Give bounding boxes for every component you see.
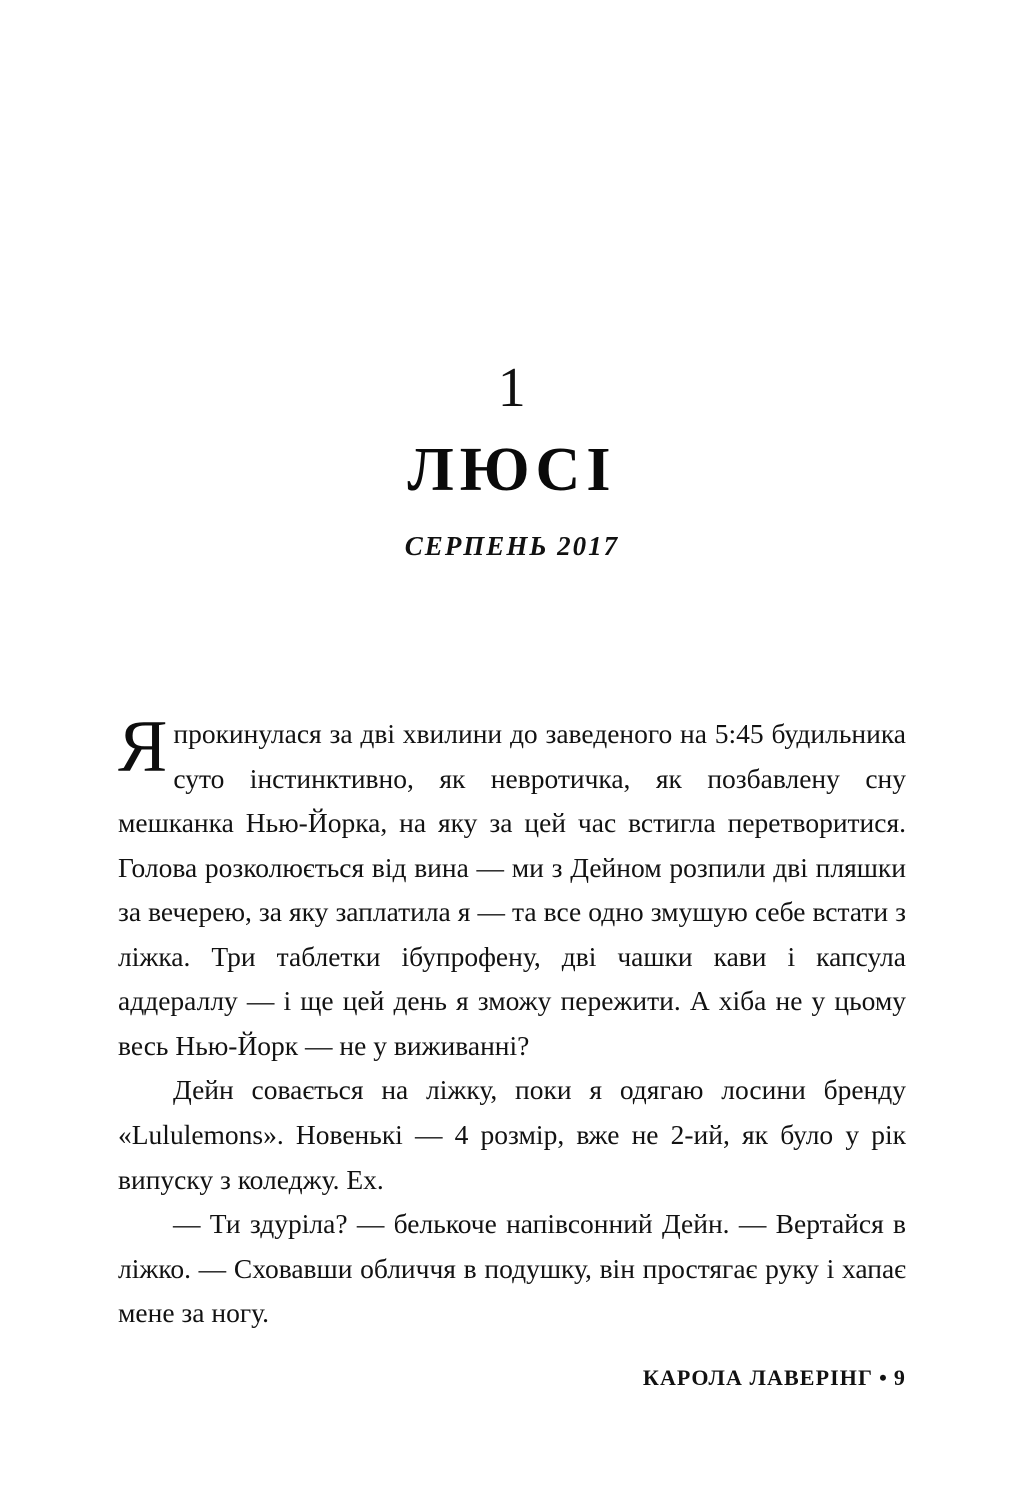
body-text — [118, 706, 906, 1336]
paragraph-1-text: прокинулася за дві хвилини до заведеного на 5:45 будильника суто інстинктивно, як невротичка, як позбавлену сну мешканка Нью-Йорка, на яку за цей час встигла перетворитися. Голова розколюється від вина — ми з Дейном розпили дві пляшки за вечерею, за яку заплатила я — та все одно змушую себе встати з ліжка. Три таблетки ібупрофену, дві чашки кави і капсула аддераллу — і ще цей день я зможу пережити. А хіба не у цьому весь Нью-Йорк — не у виживанні? — [118, 718, 906, 1061]
chapter-number: 1 — [497, 357, 527, 419]
footer-author: КАРОЛА ЛАВЕРІНГ — [642, 1365, 874, 1390]
page-content — [118, 0, 906, 1503]
chapter-title: ЛЮСІ — [407, 436, 617, 504]
chapter-date: СЕРПЕНЬ 2017 — [404, 531, 620, 562]
paragraph-2: Дейн совається на ліжку, поки я одягаю лосини бренду «Lululemons». Новенькі — 4 розмір, вже не 2-ий, як було у рік випуску з коледжу. Ех. — [118, 1074, 906, 1195]
paragraph-1 — [118, 706, 906, 1068]
drop-cap: Я — [118, 706, 168, 789]
paragraph-3: — Ти здуріла? — белькоче напівсонний Дейн. — Вертайся в ліжко. — Сховавши обличчя в подушку, він простягає руку і хапає мене за ногу. — [118, 1208, 906, 1329]
page-footer — [643, 1365, 906, 1391]
footer-page-number: 9 — [893, 1365, 906, 1390]
footer-separator: • — [879, 1365, 888, 1390]
